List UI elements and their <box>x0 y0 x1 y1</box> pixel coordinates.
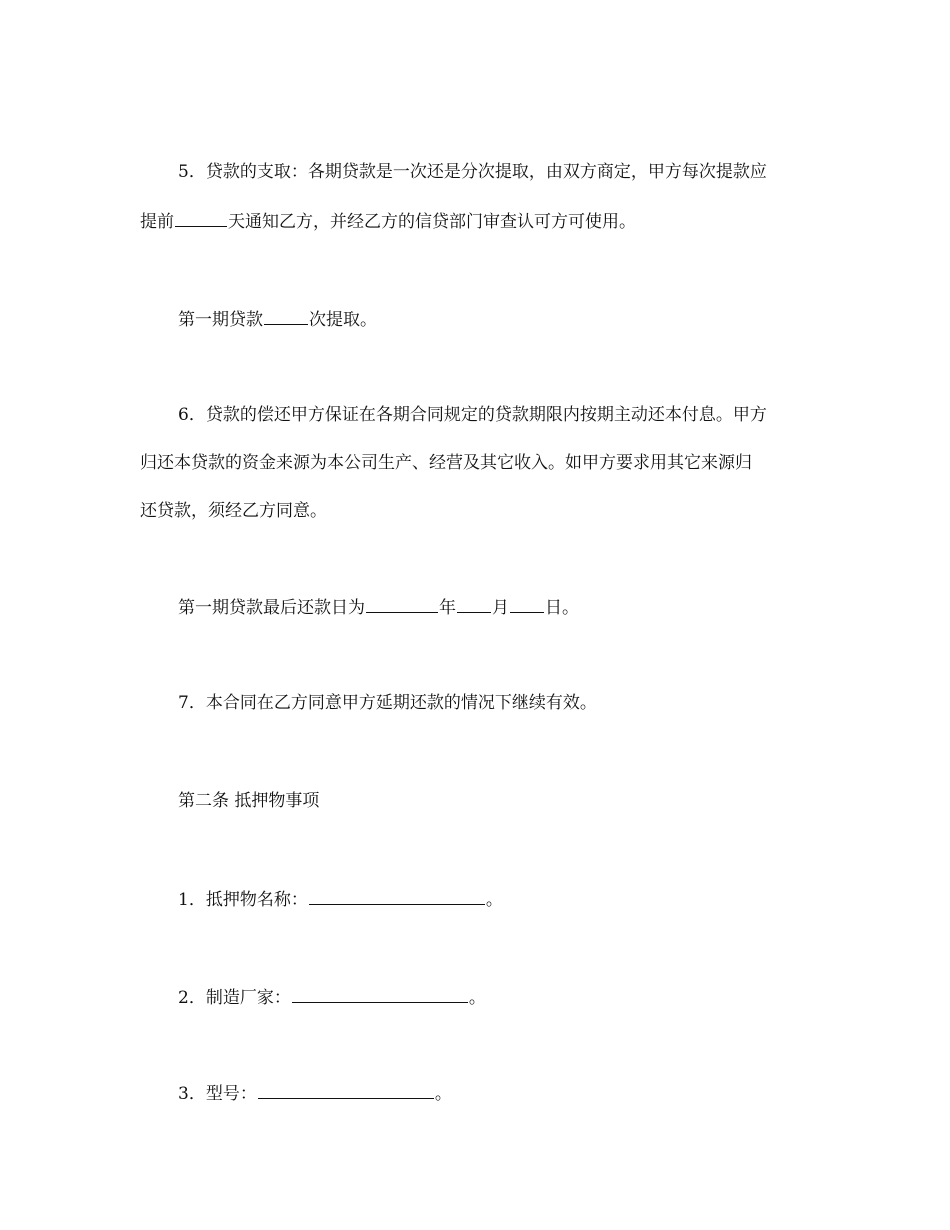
item5-line2 <box>140 208 820 234</box>
item5-text-line1: 5．贷款的支取：各期贷款是一次还是分次提取，由双方商定，甲方每次提款应 <box>178 162 767 182</box>
first-period-draw-line <box>140 306 858 332</box>
due-month-blank[interactable] <box>457 594 491 613</box>
first-period-draw-post: 次提取。 <box>309 310 377 330</box>
manufacturer-line <box>140 984 858 1010</box>
first-period-draw-pre: 第一期贷款 <box>178 310 263 330</box>
item6-text-line2: 归还本贷款的资金来源为本公司生产、经营及其它收入。如甲方要求用其它来源归 <box>140 453 752 473</box>
collateral-name-label: 1．抵押物名称： <box>178 890 308 910</box>
model-line <box>140 1080 858 1106</box>
manufacturer-label: 2．制造厂家： <box>178 988 291 1008</box>
article2-heading-text: 第二条 抵押物事项 <box>178 791 320 811</box>
model-end: 。 <box>434 1084 452 1104</box>
item5-line1 <box>140 160 858 184</box>
due-day-label: 日。 <box>545 598 579 618</box>
due-day-blank[interactable] <box>510 594 544 613</box>
collateral-name-blank[interactable] <box>309 886 485 905</box>
item5-text-post: 天通知乙方，并经乙方的信贷部门审查认可方可使用。 <box>228 212 636 232</box>
manufacturer-blank[interactable] <box>292 984 468 1003</box>
model-label: 3．型号： <box>178 1084 257 1104</box>
due-year-label: 年 <box>439 598 456 618</box>
item6-text-line1: 6．贷款的偿还甲方保证在各期合同规定的贷款期限内按期主动还本付息。甲方 <box>178 405 767 425</box>
notice-days-blank[interactable] <box>175 208 227 227</box>
item6-line3 <box>140 499 820 523</box>
due-month-label: 月 <box>492 598 509 618</box>
collateral-name-end: 。 <box>485 890 503 910</box>
item6-line2 <box>140 451 820 475</box>
first-period-due-line <box>140 594 858 620</box>
manufacturer-end: 。 <box>468 988 486 1008</box>
item7-text: 7．本合同在乙方同意甲方延期还款的情况下继续有效。 <box>178 693 597 713</box>
model-blank[interactable] <box>258 1080 434 1099</box>
collateral-name-line <box>140 886 858 912</box>
item6-line1 <box>140 403 858 427</box>
item6-text-line3: 还贷款，须经乙方同意。 <box>140 501 327 521</box>
item5-text-pre: 提前 <box>140 212 174 232</box>
first-period-due-pre: 第一期贷款最后还款日为 <box>178 598 365 618</box>
draw-count-blank[interactable] <box>264 306 308 325</box>
article2-heading <box>140 789 858 813</box>
due-year-blank[interactable] <box>366 594 438 613</box>
item7-line <box>140 691 858 715</box>
